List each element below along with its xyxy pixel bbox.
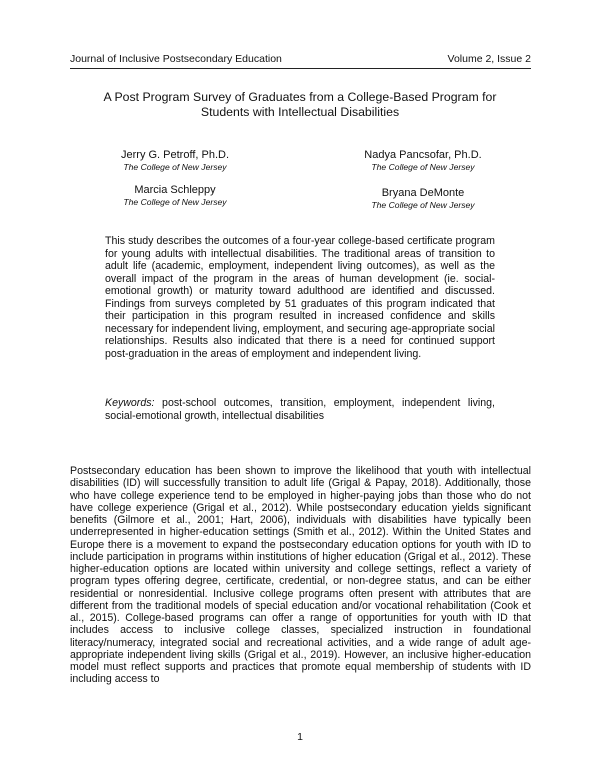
keywords-text: post-school outcomes, transition, employment, independent living, social-emotional growth, intellectual disabilities bbox=[105, 397, 495, 422]
author-affiliation: The College of New Jersey bbox=[123, 197, 227, 207]
journal-name: Journal of Inclusive Postsecondary Education bbox=[70, 53, 282, 65]
title-line-2: Students with Intellectual Disabilities bbox=[200, 105, 400, 119]
keywords bbox=[105, 397, 495, 422]
abstract: This study describes the outcomes of a four-year college-based certificate program for young adults with intellectual disabilities. The traditional areas of transition to adult life (academic, employment, independent living outcomes), as well as the overall impact of the program in the areas of human development (ie. social-emotional growth) or maturity toward adulthood are identified and discussed. Findings from surveys completed by 51 graduates of this program indicated that their participation in this program resulted in increased confidence and skills necessary for independent living, employment, and securing age-appropriate social relationships. Results also indicated that there is a need for continued support post-graduation in the areas of employment and independent living. bbox=[105, 235, 495, 360]
title-line-1: A Post Program Survey of Graduates from a College-Based Program for bbox=[103, 90, 497, 104]
body-paragraph: Postsecondary education has been shown to improve the likelihood that youth with intellectual disabilities (ID) will successfully transition to adult life (Grigal & Papay, 2018). Additionally, those who have college experience tend to be employed in higher-paying jobs than those who do not have college experience (Grigal et al., 2012). While postsecondary education yields significant benefits (Gilmore et al., 2001; Hart, 2006), individuals with disabilities have typically been underrepresented in higher-education settings (Smith et al., 2012). Within the United States and Europe there is a movement to expand the postsecondary education options for youth with ID to include participation in programs within institutions of higher education (Grigal et al., 2012). These higher-education options are located within university and college settings, reflect a variety of program types offering degree, certificate, credential, or non-degree status, and can be either residential or nonresidential. Inclusive college programs often present with attributes that are different from the traditional models of special education and/or vocational rehabilitation (Cook et al., 2015). College-based programs can offer a range of opportunities for youth with ID that includes access to inclusive college classes, specialized instruction in foundational literacy/numeracy, integrated social and recreational activities, and a wide range of adult age-appropriate independent living skills (Grigal et al., 2019). However, an inclusive higher-education model must reflect supports and practices that promote equal membership of students with ID including access to bbox=[70, 465, 531, 686]
author-name: Nadya Pancsofar, Ph.D. bbox=[364, 149, 482, 161]
author-1 bbox=[80, 148, 270, 173]
page-number: 1 bbox=[297, 731, 303, 743]
author-affiliation: The College of New Jersey bbox=[371, 162, 475, 172]
author-4 bbox=[328, 186, 518, 211]
author-name: Bryana DeMonte bbox=[381, 187, 465, 199]
author-affiliation: The College of New Jersey bbox=[371, 200, 475, 210]
author-3 bbox=[80, 183, 270, 208]
keywords-label: Keywords: bbox=[105, 397, 155, 409]
volume-issue: Volume 2, Issue 2 bbox=[447, 53, 531, 65]
running-header bbox=[70, 53, 531, 66]
header-rule bbox=[70, 68, 531, 69]
paper-title bbox=[60, 90, 540, 120]
author-name: Jerry G. Petroff, Ph.D. bbox=[121, 149, 229, 161]
author-affiliation: The College of New Jersey bbox=[123, 162, 227, 172]
author-name: Marcia Schleppy bbox=[134, 184, 216, 196]
author-2 bbox=[328, 148, 518, 173]
